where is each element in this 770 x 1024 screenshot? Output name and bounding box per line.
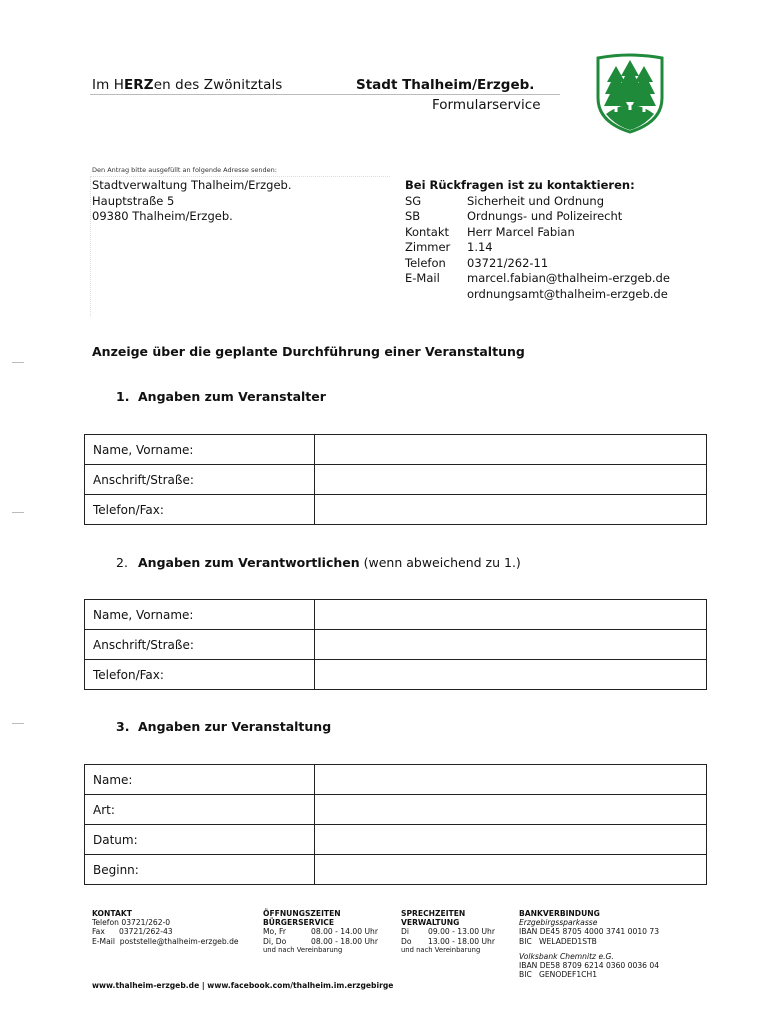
field-label: Beginn: <box>85 855 315 885</box>
field-label: Telefon/Fax: <box>85 660 315 690</box>
table-row <box>85 600 707 630</box>
table-row <box>85 825 707 855</box>
contact-row: SG Sicherheit und Ordnung <box>405 193 605 208</box>
footer-email[interactable]: poststelle@thalheim-erzgeb.de <box>119 936 239 946</box>
section-heading: 3. Angaben zur Veranstaltung <box>116 719 332 734</box>
table-row <box>85 630 707 660</box>
table-row <box>85 435 707 465</box>
address-box-border <box>90 176 91 316</box>
contact-row: Telefon 03721/262-11 <box>405 255 549 270</box>
responsible-phone-input[interactable] <box>315 660 707 690</box>
organizer-address-input[interactable] <box>315 465 707 495</box>
slogan: Im HERZen des Zwönitztals <box>92 77 283 93</box>
table-row <box>85 495 707 525</box>
address-box-border <box>90 176 390 177</box>
organizer-name-input[interactable] <box>315 435 707 465</box>
footer-opening-hours: ÖFFNUNGSZEITEN BÜRGERSERVICE Mo, Fr 08.00 - 14.00 Uhr Di, Do 08.00 - 18.00 Uhr und nach Vereinbarung <box>263 909 378 954</box>
recipient-address <box>92 178 292 225</box>
organizer-phone-input[interactable] <box>315 495 707 525</box>
contact-row: Zimmer 1.14 <box>405 240 493 254</box>
fold-mark <box>12 723 24 724</box>
event-type-input[interactable] <box>315 795 707 825</box>
event-name-input[interactable] <box>315 765 707 795</box>
table-row <box>85 465 707 495</box>
address-line: Hauptstraße 5 <box>92 193 175 208</box>
section-heading: 1. Angaben zum Veranstalter <box>116 389 326 404</box>
responsible-form-table <box>84 599 707 690</box>
table-row <box>85 795 707 825</box>
field-label: Art: <box>85 795 315 825</box>
contact-block <box>405 178 670 302</box>
contact-row <box>405 287 670 303</box>
event-date-input[interactable] <box>315 825 707 855</box>
email-link[interactable]: ordnungsamt@thalheim-erzgeb.de <box>467 286 668 301</box>
section-heading: 2. Angaben zum Verantwortlichen (wenn abweichend zu 1.) <box>116 555 521 570</box>
address-line: 09380 Thalheim/Erzgeb. <box>92 209 233 223</box>
contact-row: Kontakt Herr Marcel Fabian <box>405 224 575 239</box>
organizer-form-table <box>84 434 707 525</box>
contact-row: E-Mail marcel.fabian@thalheim-erzgeb.de <box>405 271 670 285</box>
field-label: Anschrift/Straße: <box>85 630 315 660</box>
address-line: Stadtverwaltung Thalheim/Erzgeb. <box>92 178 292 192</box>
event-form-table <box>84 764 707 885</box>
table-row <box>85 765 707 795</box>
header-divider <box>90 94 560 95</box>
footer-bank-details: BANKVERBINDUNG Erzgebirgssparkasse IBAN DE45 8705 4000 3741 0010 73 BIC WELADED1STB Volksbank Chemnitz e.G. IBAN DE58 8709 6214 0360 0036 04 BIC GENODEF1CH1 <box>519 909 660 980</box>
fold-mark <box>12 512 24 513</box>
footer-web-links[interactable]: www.thalheim-erzgeb.de | www.facebook.com/thalheim.im.erzgebirge <box>92 981 394 990</box>
form-service-label: Formularservice <box>432 97 541 113</box>
footer-contact: KONTAKT Telefon 03721/262-0 Fax 03721/262-43 E-Mail poststelle@thalheim-erzgeb.de <box>92 909 239 946</box>
document-title: Anzeige über die geplante Durchführung einer Veranstaltung <box>92 344 525 359</box>
table-row <box>85 855 707 885</box>
event-start-input[interactable] <box>315 855 707 885</box>
fold-mark <box>12 362 24 363</box>
field-label: Telefon/Fax: <box>85 495 315 525</box>
send-address-hint: Den Antrag bitte ausgefüllt an folgende Adresse senden: <box>92 166 277 174</box>
field-label: Name, Vorname: <box>85 600 315 630</box>
coat-of-arms-logo <box>594 52 666 134</box>
city-name: Stadt Thalheim/Erzgeb. <box>356 77 535 93</box>
responsible-name-input[interactable] <box>315 600 707 630</box>
footer-office-hours: SPRECHZEITEN VERWALTUNG Di 09.00 - 13.00 Uhr Do 13.00 - 18.00 Uhr und nach Vereinbarung <box>401 909 495 954</box>
table-row <box>85 660 707 690</box>
email-link[interactable]: marcel.fabian@thalheim-erzgeb.de <box>467 271 670 285</box>
responsible-address-input[interactable] <box>315 630 707 660</box>
field-label: Anschrift/Straße: <box>85 465 315 495</box>
contact-title: Bei Rückfragen ist zu kontaktieren: <box>405 178 635 192</box>
contact-row: SB Ordnungs- und Polizeirecht <box>405 209 623 223</box>
field-label: Name: <box>85 765 315 795</box>
field-label: Datum: <box>85 825 315 855</box>
field-label: Name, Vorname: <box>85 435 315 465</box>
